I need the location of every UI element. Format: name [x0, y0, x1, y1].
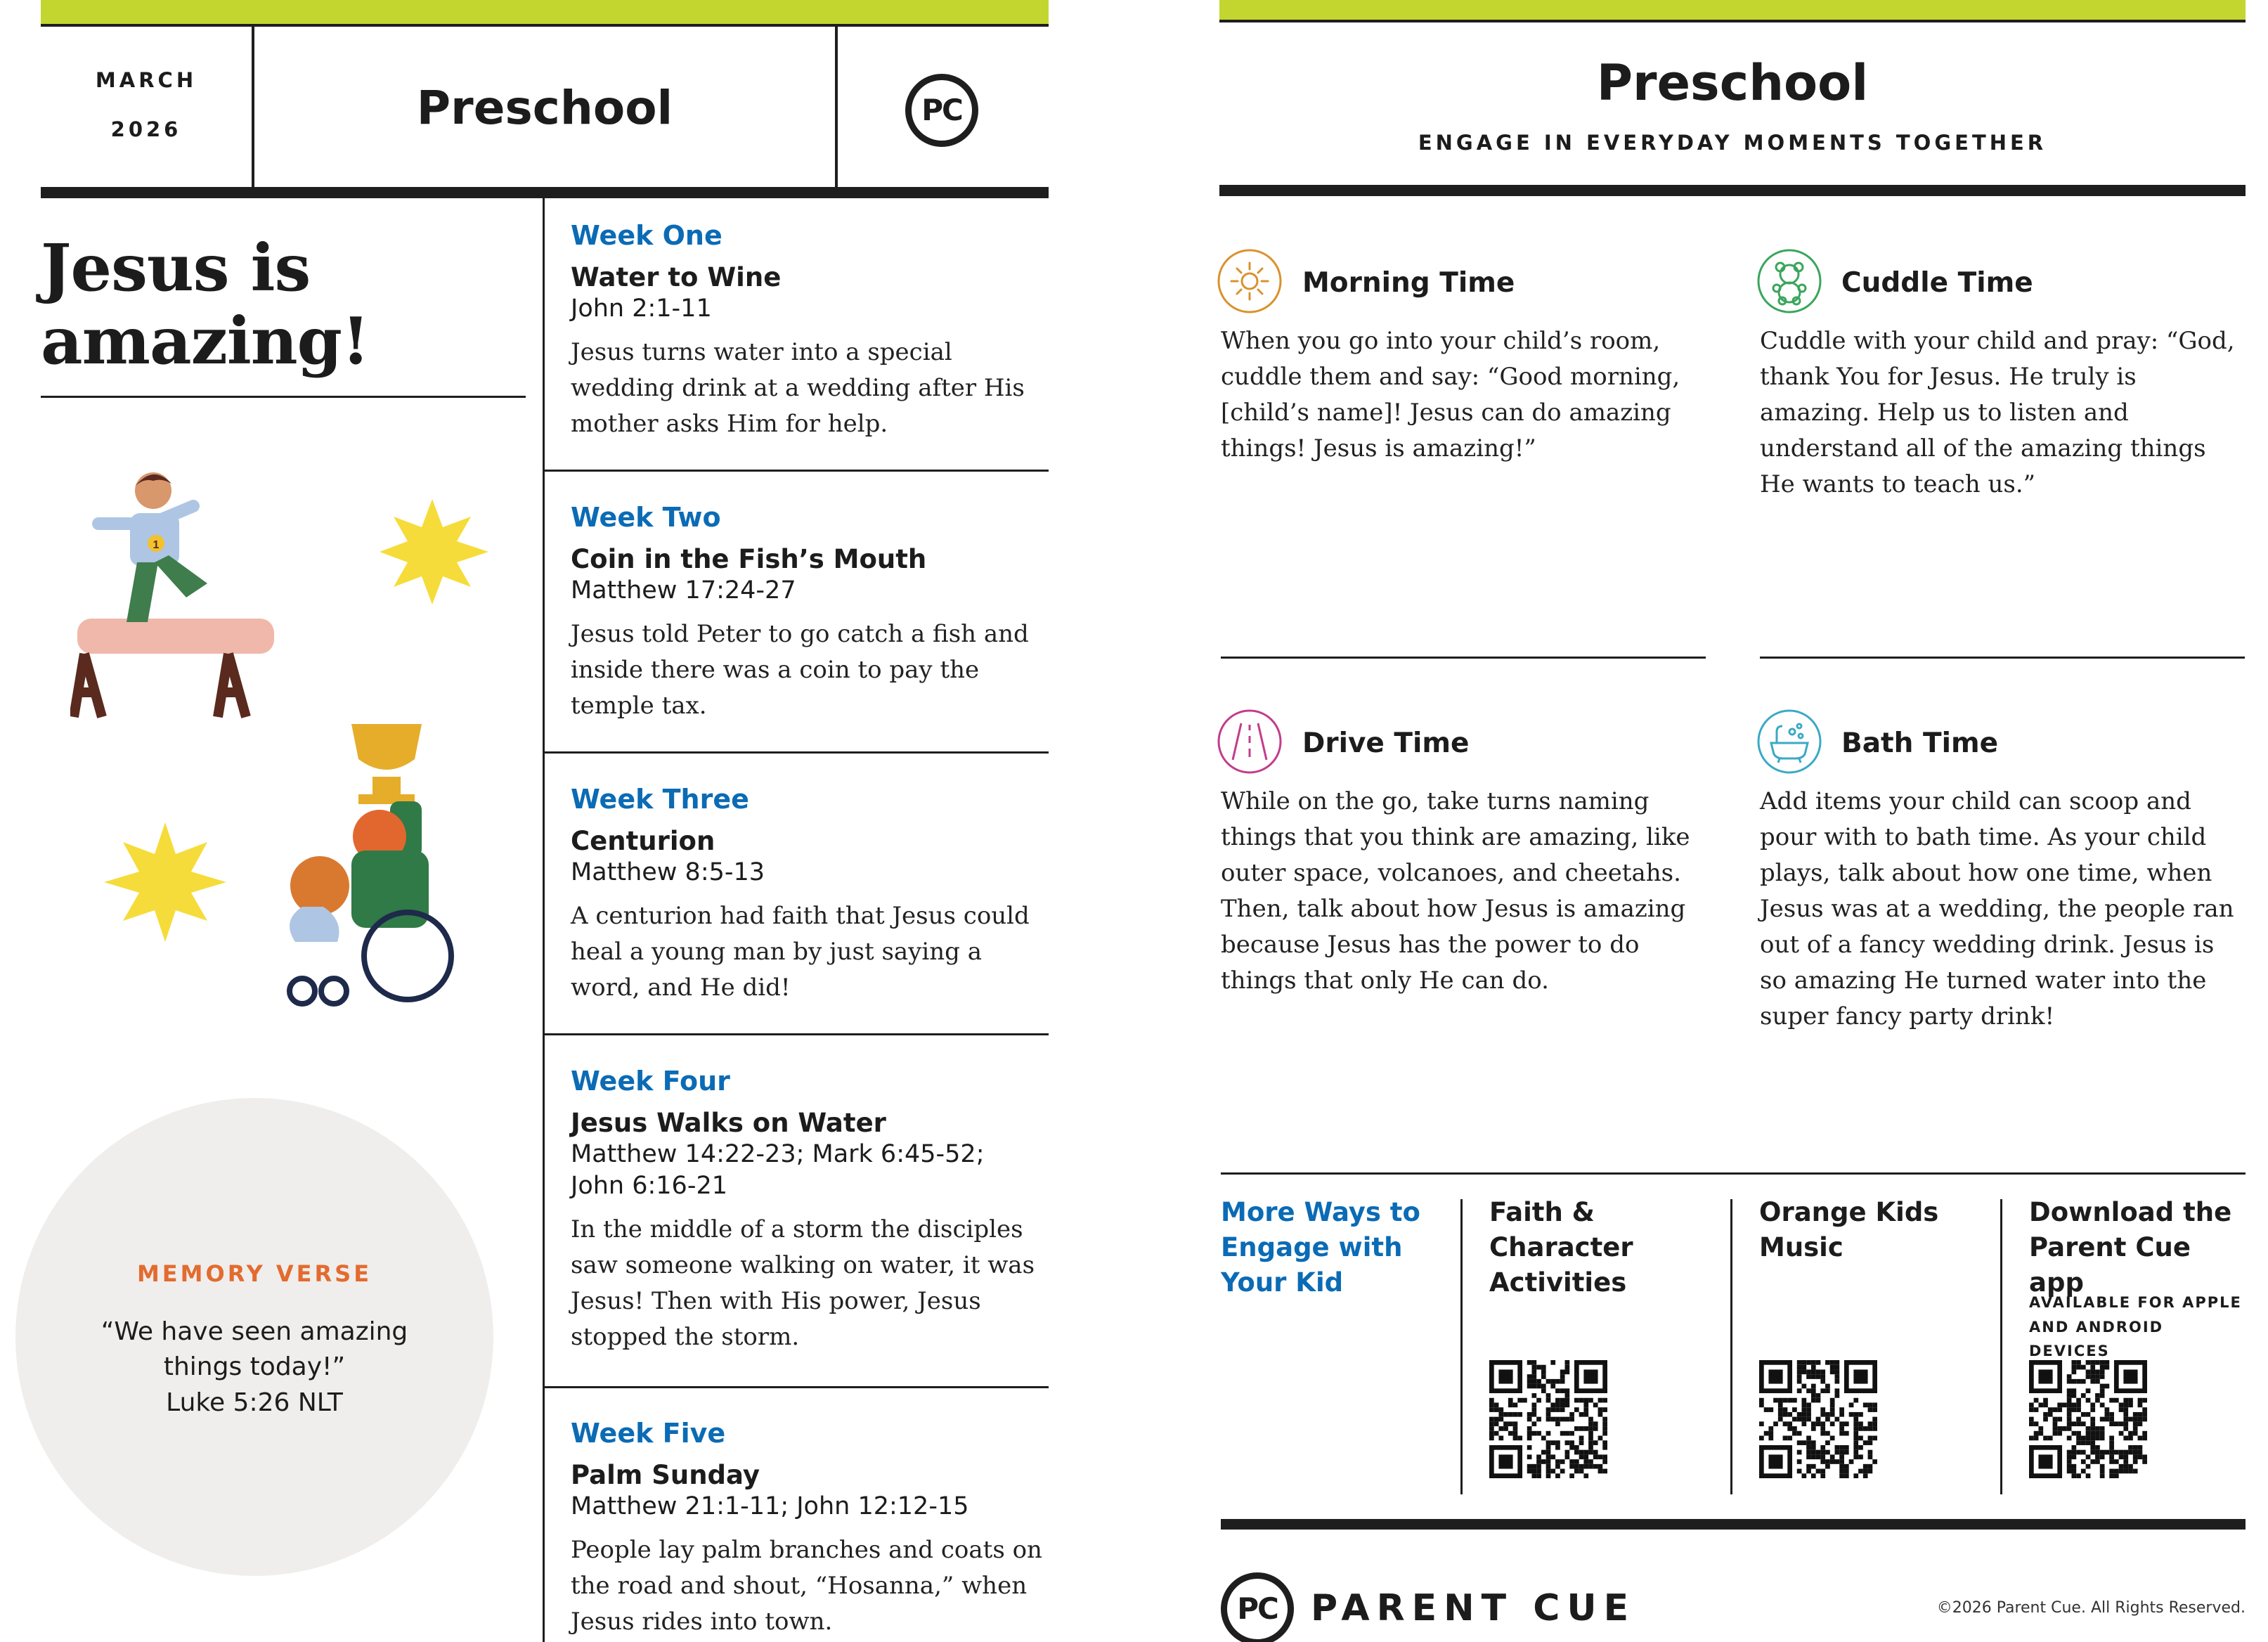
memory-verse-line: “We have seen amazing [101, 1317, 408, 1346]
week-reference: Matthew 8:5-13 [571, 858, 765, 886]
medal-number: 1 [153, 539, 160, 551]
issue-month: MARCH [95, 68, 197, 92]
balance-beam-child-icon [74, 472, 274, 717]
memory-verse-reference: Luke 5:26 NLT [166, 1388, 343, 1417]
main-title-line: Jesus is [41, 230, 311, 306]
copyright: ©2026 Parent Cue. All Rights Reserved. [1936, 1599, 2246, 1617]
week-summary: Jesus told Peter to go catch a fish and inside there was a coin to pay the temple tax. [571, 619, 1029, 720]
activity-body: Add items your child can scoop and pour with to bath time. As your child plays, talk about how one time, when Jesus was at a wedding, the people ran out of a fancy wedding drink. Jesus is so amazing He turned water into the super fancy party drink! [1760, 787, 2234, 1030]
week-divider [544, 470, 1049, 472]
top-accent-bar-left [41, 0, 1049, 24]
week-divider [544, 1033, 1049, 1035]
teddy-bear-icon [1756, 247, 1823, 315]
right-page-subtitle: ENGAGE IN EVERYDAY MOMENTS TOGETHER [1418, 131, 2047, 155]
logo-text: PC [921, 93, 962, 127]
week-reference: John 2:1-11 [571, 294, 712, 323]
parent-cue-footer-logo [1221, 1572, 1294, 1642]
week-title: Jesus Walks on Water [571, 1107, 886, 1138]
top-accent-bar-right [1219, 0, 2246, 20]
qr-code-icon[interactable] [2029, 1360, 2147, 1478]
week-summary: In the middle of a storm the disciples saw someone walking on water, it was Jesus! Then with His power, Jesus stopped the storm. [571, 1215, 1035, 1351]
issue-year: 2026 [110, 117, 182, 141]
week-label: Week Three [571, 784, 749, 815]
column-title-line: Parent Cue app [2029, 1232, 2191, 1298]
week-label: Week Two [571, 502, 721, 533]
week-title: Water to Wine [571, 261, 782, 292]
week-summary: Jesus turns water into a special wedding drink at a wedding after His mother asks Him for help. [571, 337, 1025, 438]
page-title: Preschool [416, 81, 673, 135]
header-bottom-rule-left [41, 187, 1049, 198]
column-title-line: Download the [2029, 1197, 2232, 1227]
column-title-line: Music [1759, 1232, 1843, 1262]
column-title-line: Orange Kids [1759, 1197, 1939, 1227]
week-divider [544, 1386, 1049, 1388]
column-title-line: Activities [1489, 1267, 1627, 1298]
week-summary: A centurion had faith that Jesus could heal a young man by just saying a word, and He did! [571, 901, 1030, 1002]
week-reference: Matthew 21:1-11; John 12:12-15 [571, 1492, 969, 1520]
title-underline [41, 396, 526, 398]
more-ways-heading-line: Your Kid [1221, 1267, 1344, 1298]
kids-illustration [70, 457, 506, 1019]
activity-body: Cuddle with your child and pray: “God, thank You for Jesus. He truly is amazing. Help us to listen and understand all of the amazing things He wants to teach us.” [1760, 327, 2235, 498]
memory-verse-label: MEMORY VERSE [136, 1260, 372, 1287]
parent-cue-wordmark: PARENT CUE [1311, 1587, 1636, 1629]
week-entry [571, 502, 1049, 724]
logo-text: PC [1237, 1591, 1278, 1626]
more-ways-heading [1221, 1195, 1453, 1300]
activity-body: While on the go, take turns naming things that you think are amazing, like outer space, volcanoes, and cheetahs. Then, talk about how Jesus is amazing because Jesus has the power to do things that only He can do. [1221, 787, 1690, 995]
main-title-line: amazing! [41, 302, 370, 379]
week-reference: John 6:16-21 [571, 1171, 727, 1200]
week-divider [544, 751, 1049, 754]
road-icon [1216, 708, 1283, 775]
activity-divider [1221, 657, 1706, 659]
trophy-wheelchair-child-icon [290, 724, 451, 1004]
starburst-icon [380, 499, 488, 605]
week-entry [571, 220, 1049, 442]
main-title [41, 232, 533, 378]
more-ways-top-rule [1221, 1172, 2246, 1175]
activity-title: Cuddle Time [1841, 267, 2033, 299]
more-ways-heading-line: Engage with [1221, 1232, 1403, 1262]
week-title: Centurion [571, 825, 715, 856]
availability-line: AND ANDROID DEVICES [2029, 1318, 2164, 1360]
parent-cue-logo [905, 74, 978, 147]
right-page-title: Preschool [1596, 54, 1869, 112]
more-ways-divider [2000, 1199, 2002, 1494]
more-ways-divider [1460, 1199, 1463, 1494]
week-label: Week Four [571, 1066, 730, 1097]
memory-verse-line: things today!” [163, 1352, 346, 1382]
qr-code-icon[interactable] [1759, 1360, 1877, 1478]
bathtub-icon [1756, 708, 1823, 775]
orange-kids-music-link[interactable] [1759, 1195, 1984, 1265]
week-summary: People lay palm branches and coats on the road and shout, “Hosanna,” when Jesus rides into town. [571, 1535, 1042, 1636]
activity-title: Morning Time [1302, 267, 1515, 299]
week-label: Week Five [571, 1418, 726, 1449]
week-reference: Matthew 17:24-27 [571, 576, 796, 605]
app-availability-note [2029, 1291, 2247, 1364]
week-label: Week One [571, 220, 722, 251]
more-ways-heading-line: More Ways to [1221, 1197, 1420, 1227]
memory-verse-text [86, 1314, 423, 1421]
header-top-rule-left [41, 24, 1049, 27]
footer-rule [1221, 1519, 2246, 1530]
week-title: Palm Sunday [571, 1459, 760, 1490]
activity-body: When you go into your child’s room, cuddle them and say: “Good morning, [child’s name]! Jesus can do amazing things! Jesus is amazing!” [1221, 327, 1680, 463]
header-top-rule-right [1219, 20, 2246, 22]
week-reference: Matthew 14:22-23; Mark 6:45-52; [571, 1139, 985, 1168]
week-entry [571, 1418, 1049, 1640]
activity-title: Drive Time [1302, 728, 1470, 759]
qr-code-icon[interactable] [1489, 1360, 1607, 1478]
column-title-line: Character [1489, 1232, 1633, 1262]
week-entry [571, 1066, 1049, 1355]
starburst-icon [104, 822, 226, 942]
activity-title: Bath Time [1841, 728, 1999, 759]
availability-line: AVAILABLE FOR APPLE [2029, 1294, 2242, 1311]
more-ways-divider [1730, 1199, 1732, 1494]
download-parent-cue-app-link[interactable] [2029, 1195, 2247, 1300]
faith-character-activities-link[interactable] [1489, 1195, 1714, 1300]
week-entry [571, 784, 1049, 1006]
header-bottom-rule-right [1219, 185, 2246, 196]
activity-divider [1760, 657, 2245, 659]
week-title: Coin in the Fish’s Mouth [571, 543, 927, 574]
column-title-line: Faith & [1489, 1197, 1595, 1227]
sun-icon [1216, 247, 1283, 315]
column-divider [543, 198, 545, 1642]
